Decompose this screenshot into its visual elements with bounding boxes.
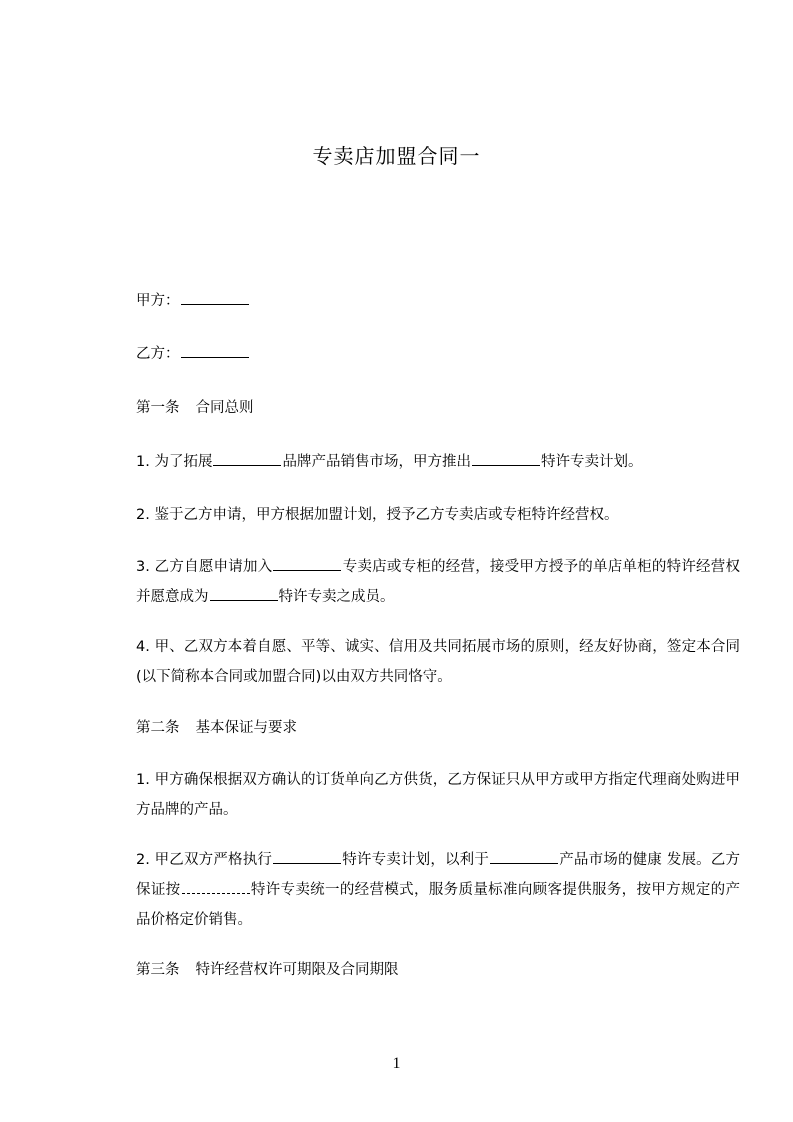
mode-blank[interactable] (182, 879, 250, 894)
page-number: 1 (392, 1055, 401, 1072)
clause-text: 专卖店或专柜的经营，接受甲方授予的单店单柜的特许经营权并愿意成为 (136, 559, 741, 605)
party-b-line (104, 339, 740, 369)
clause-text: 特许专卖计划。 (540, 454, 643, 470)
brand-blank[interactable] (213, 451, 281, 466)
article-1-title: 合同总则 (195, 400, 254, 416)
article-2-number: 第二条 (136, 720, 180, 736)
clause-text: 品牌产品销售市场，甲方推出 (282, 454, 471, 470)
store-blank[interactable] (273, 556, 341, 571)
party-a-blank[interactable] (181, 290, 249, 305)
article-3-title: 特许经营权许可期限及合同期限 (195, 962, 399, 978)
plan-blank[interactable] (472, 451, 540, 466)
plan-blank-2[interactable] (273, 849, 341, 864)
article-2-heading (104, 713, 740, 743)
article-1-clause-2: 2. 鉴于乙方申请，甲方根据加盟计划，授予乙方专卖店或专柜特许经营权。 (136, 507, 619, 523)
clause-text: 2. 甲乙双方严格执行 (136, 852, 273, 868)
product-blank[interactable] (490, 849, 558, 864)
party-b-label: 乙方： (136, 346, 180, 362)
clause-text: 特许专卖之成员。 (278, 589, 395, 605)
article-3-number: 第三条 (136, 962, 180, 978)
article-2-clause-2 (104, 845, 740, 935)
party-b-blank[interactable] (181, 343, 249, 358)
clause-text: 特许专卖计划，以利于 (342, 852, 490, 868)
article-1-clause-3 (104, 552, 740, 612)
party-a-label: 甲方： (136, 293, 180, 309)
article-3-heading (104, 955, 740, 985)
article-1-heading (104, 393, 740, 423)
article-2-title: 基本保证与要求 (195, 720, 297, 736)
clause-text: 1. 为了拓展 (136, 454, 213, 470)
article-2-clause-1: 1. 甲方确保根据双方确认的订货单向乙方供货，乙方保证只从甲方或甲方指定代理商处购进甲方品牌的产品。 (136, 772, 740, 818)
document-title: 专卖店加盟合同一 (312, 144, 481, 168)
article-1-clause-1 (104, 447, 740, 477)
article-1-number: 第一条 (136, 400, 180, 416)
clause-text: 产品市场的健康 发展。乙方保证按 (136, 852, 740, 898)
article-1-clause-4: 4. 甲、乙双方本着自愿、平等、诚实、信用及共同拓展市场的原则，经友好协商，签定本合同(以下简称本合同或加盟合同)以由双方共同恪守。 (136, 639, 740, 685)
clause-text: 3. 乙方自愿申请加入 (136, 559, 273, 575)
member-blank[interactable] (210, 586, 278, 601)
clause-text: 特许专卖统一的经营模式，服务质量标准向顾客提供服务，按甲方规定的产品价格定价销售。 (136, 882, 740, 928)
party-a-line (104, 286, 740, 316)
